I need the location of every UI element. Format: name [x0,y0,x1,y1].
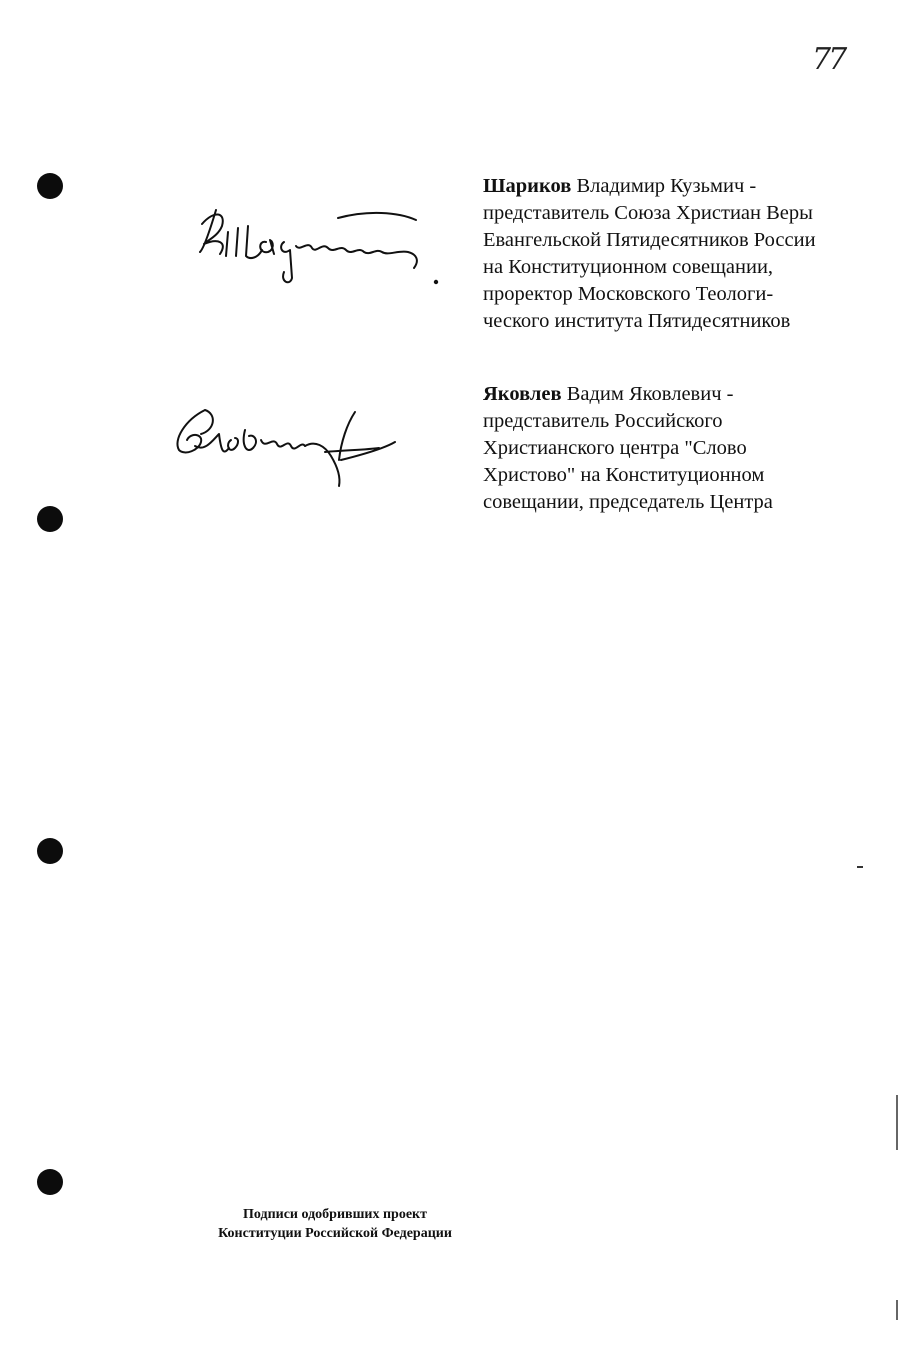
scan-speck [857,866,863,868]
entry-text-line: на Конституционном совещании, [483,256,774,278]
entry-text-line: совещании, председатель Центра [483,491,773,513]
page-number: 77 [812,42,845,77]
signature-yakovlev [165,390,425,490]
scan-edge-mark [896,1300,898,1320]
entry-name-line [483,173,863,200]
entry-text-line: Христово" на Конституционном [483,464,765,486]
signature-sharikov [188,190,448,290]
entry-text-line: проректор Московского Теологи- [483,283,774,305]
scan-edge-mark [896,1095,898,1150]
signatory-surname: Шариков [483,175,572,197]
entry-text-line: представитель Союза Христиан Веры [483,202,813,224]
entry-text-line: Евангельской Пятидесятников России [483,229,816,251]
footer-line: Подписи одобривших проект [243,1207,427,1222]
punch-hole [37,1169,63,1195]
footer-line: Конституции Российской Федерации [218,1226,452,1241]
punch-hole [37,506,63,532]
entry-text-line: ческого института Пятидесятников [483,310,791,332]
punch-hole [37,173,63,199]
entry-text-line: Христианского центра "Слово [483,437,747,459]
signatory-surname: Яковлев [483,383,562,405]
page-footer [195,1205,475,1243]
signatory-given-names: Вадим Яковлевич - [561,383,734,405]
punch-hole [37,838,63,864]
signatory-entry [483,381,863,516]
entry-text-line: представитель Российского [483,410,723,432]
entry-name-line [483,381,863,408]
signatory-entry [483,173,863,335]
signatory-given-names: Владимир Кузьмич - [571,175,757,197]
